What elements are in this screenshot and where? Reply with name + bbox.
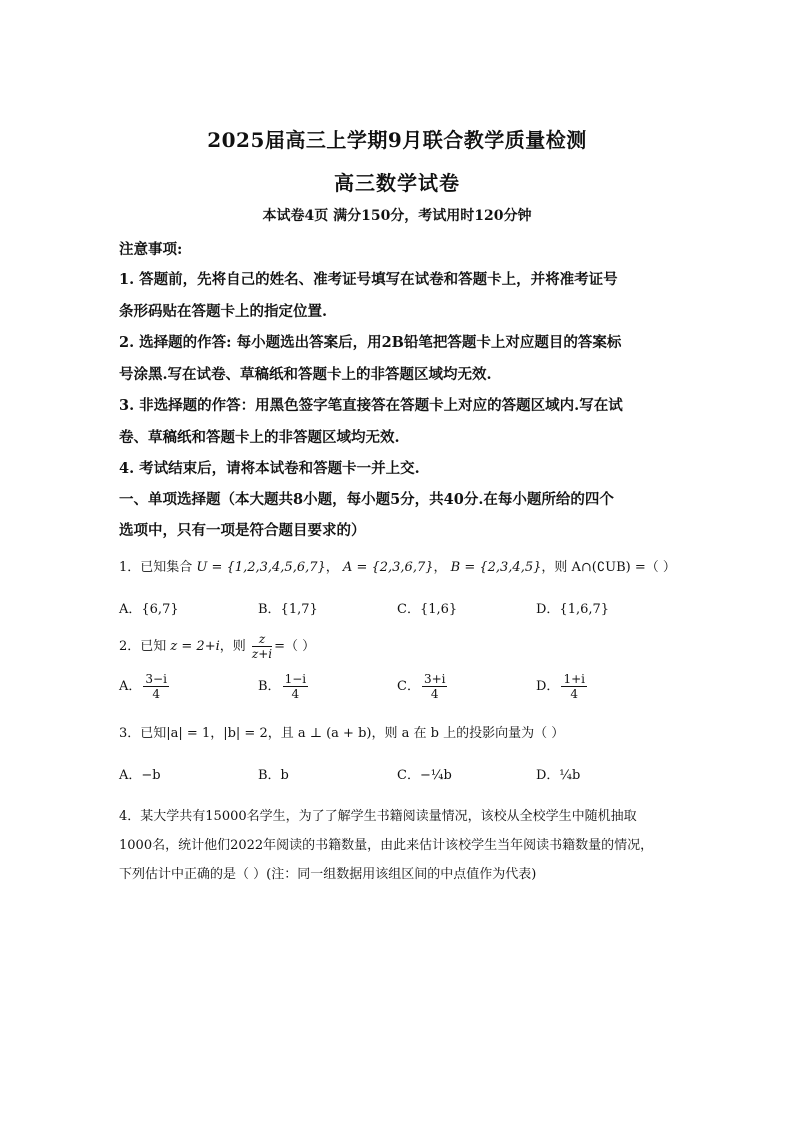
question-1-option-d: D．{1,6,7} [536, 602, 610, 617]
option-fraction [422, 672, 448, 701]
question-3-option-b: B．b [258, 768, 289, 783]
question-4-line-2: 1000名，统计他们2022年阅读的书籍数量，由此来估计该校学生当年阅读书籍数量的情况， [119, 838, 654, 853]
question-2 [119, 632, 679, 661]
question-2-prefix: 2．已知 [119, 639, 167, 654]
exam-subtitle: 高三数学试卷 [334, 171, 460, 195]
question-4-line-1: 4．某大学共有15000名学生，为了了解学生书籍阅读量情况，该校从全校学生中随机抽取 [119, 809, 637, 824]
option-fraction [283, 672, 309, 701]
option-numerator: 1+i [563, 672, 585, 686]
question-2-mid: ，则 [219, 639, 246, 654]
question-2-z: z = 2+i [170, 639, 220, 654]
question-4-line-3: 下列估计中正确的是（ ）(注：同一组数据用该组区间的中点值作为代表) [119, 867, 537, 882]
question-1-set-u: U = {1,2,3,4,5,6,7} [196, 560, 326, 575]
exam-info: 本试卷4页 满分150分，考试用时120分钟 [262, 208, 532, 224]
question-2-option-c [397, 672, 449, 701]
note-1-line-2: 条形码贴在答题卡上的指定位置. [119, 303, 328, 320]
section-1-heading-line-1: 一、单项选择题（本大题共8小题，每小题5分，共40分.在每小题所给的四个 [119, 491, 614, 508]
option-label: D． [536, 679, 560, 694]
question-1-prefix: 1．已知集合 [119, 560, 193, 575]
question-1-option-a: A．{6,7} [119, 602, 179, 617]
question-1-option-c: C．{1,6} [397, 602, 458, 617]
section-1-heading-line-2: 选项中，只有一项是符合题目要求的） [119, 522, 366, 539]
question-2-ask: =（ ） [274, 639, 316, 654]
question-1-option-b: B．{1,7} [258, 602, 318, 617]
question-1-set-b: B = {2,3,4,5} [450, 560, 542, 575]
option-label: A． [119, 679, 142, 694]
question-3-option-d: D．¼b [536, 768, 581, 783]
question-1-ask: ，则 A∩(∁UB) =（ ） [541, 560, 676, 575]
question-2-option-b [258, 672, 310, 701]
option-numerator: 3+i [423, 672, 446, 686]
question-2-fraction [252, 632, 272, 661]
note-3-line-1: 3. 非选择题的作答：用黑色签字笔直接答在答题卡上对应的答题区域内.写在试 [119, 397, 623, 414]
option-fraction [143, 672, 169, 701]
option-numerator: 1−i [284, 672, 307, 686]
option-label: B． [258, 679, 281, 694]
option-label: C． [397, 679, 420, 694]
option-denominator: 4 [152, 687, 160, 701]
question-3: 3．已知|a| = 1，|b| = 2，且 a ⊥ (a + b)，则 a 在 b 上的投影向量为（ ） [119, 726, 565, 741]
question-3-option-c: C．−¼b [397, 768, 452, 783]
option-fraction [561, 672, 587, 701]
option-denominator: 4 [570, 687, 579, 701]
option-denominator: 4 [430, 687, 439, 701]
question-1: 1．已知集合 U = {1,2,3,4,5,6,7}， A = {2,3,6,7}， B = {2,3,4,5}，则 A∩(∁UB) =（ ） [119, 560, 676, 575]
note-3-line-2: 卷、草稿纸和答题卡上的非答题区域均无效. [119, 429, 400, 446]
question-1-set-a: A = {2,3,6,7} [342, 560, 434, 575]
option-denominator: 4 [291, 687, 300, 701]
note-2-line-1: 2. 选择题的作答: 每小题选出答案后，用2B铅笔把答题卡上对应题目的答案标 [119, 334, 622, 351]
question-2-fraction-denominator: z+i [251, 647, 273, 661]
note-2-line-2: 号涂黑.写在试卷、草稿纸和答题卡上的非答题区域均无效. [119, 366, 492, 383]
question-2-fraction-numerator: z [252, 632, 272, 647]
note-1-line-1: 1. 答题前，先将自己的姓名、准考证号填写在试卷和答题卡上，并将准考证号 [119, 271, 618, 288]
question-2-option-a [119, 672, 171, 701]
note-4: 4. 考试结束后，请将本试卷和答题卡一并上交. [119, 460, 420, 477]
option-numerator: 3−i [145, 672, 167, 686]
exam-title: 2025届高三上学期9月联合教学质量检测 [207, 128, 587, 152]
question-2-option-d [536, 672, 589, 701]
question-3-option-a: A．−b [119, 768, 161, 783]
notes-heading: 注意事项: [119, 241, 183, 258]
